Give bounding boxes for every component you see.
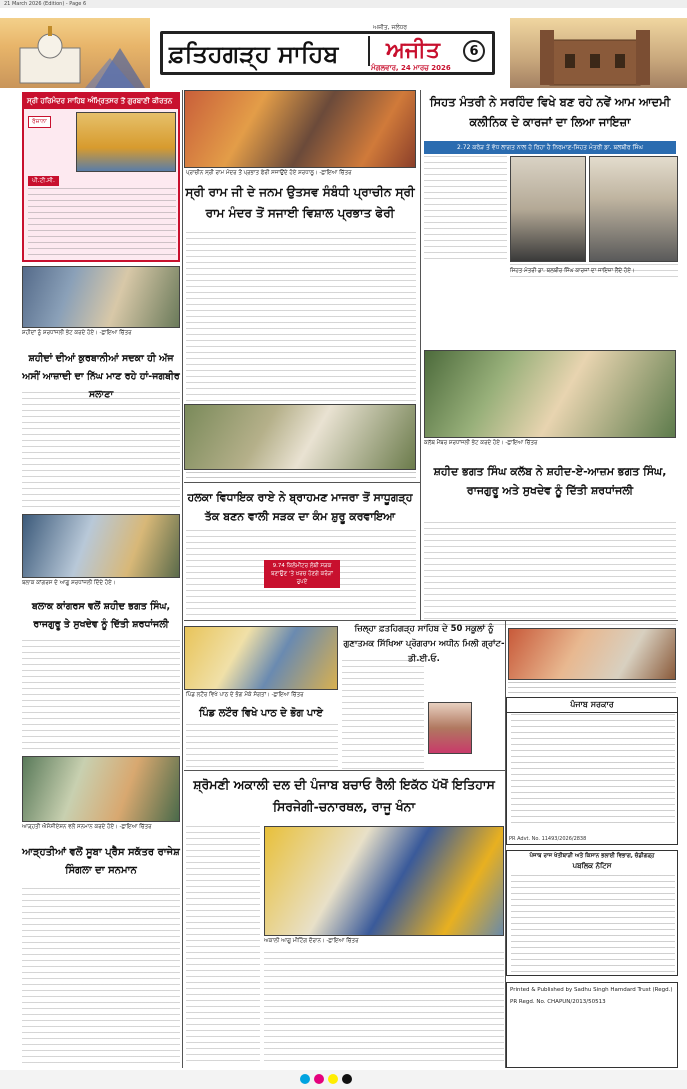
masthead-city: ਫ਼ਤਿਹਗੜ੍ਹ ਸਾਹਿਬ: [169, 39, 339, 68]
masthead: [160, 24, 495, 75]
headline-a8: ਪਿੰਡ ਲਟੌਰ ਵਿਖੇ ਪਾਠ ਦੇ ਭੋਗ ਪਾਏ: [199, 708, 323, 719]
headline-a2: ਸ੍ਰੀ ਰਾਮ ਜੀ ਦੇ ਜਨਮ ਉਤਸਵ ਸੰਬੰਧੀ ਪ੍ਰਾਚੀਨ ਸ੍ਰੀ ਰਾਮ ਮੰਦਰ ਤੋਂ ਸਜਾਈ ਵਿਸ਼ਾਲ ਪ੍ਰਭਾਤ ਫੇਰੀ: [185, 185, 415, 220]
masthead-location: ਅਜੀਤ, ਜਲੰਧਰ: [373, 24, 408, 31]
shraddhanjali-photo: [508, 628, 676, 680]
minister-photo-2: [589, 156, 678, 262]
kicker-a1: 2.72 ਕਰੋੜ ਤੋਂ ਵੱਧ ਲਾਗਤ ਨਾਲ ਹੋ ਰਿਹਾ ਹੈ ਨਿਰਮਾਣ-ਸਿਹਤ ਮੰਤਰੀ ਡਾ. ਬਲਬੀਰ ਸਿੰਘ: [424, 141, 676, 154]
govt-notice-title: ਪੰਜਾਬ ਸਰਕਾਰ: [507, 698, 677, 713]
caption-right-mid: [508, 682, 676, 694]
club-photo: [424, 350, 676, 438]
imprint-reg: PR Regd. No. CHAPUN/2013/50513: [510, 999, 606, 1005]
gurbani-box: [22, 92, 180, 262]
fort-illustration: [510, 18, 687, 88]
caption-4: ਕਲੱਬ ਮੈਂਬਰ ਸ਼ਰਧਾਂਜਲੀ ਭੇਟ ਕਰਦੇ ਹੋਏ। -ਛਾਇਆ ਚਿੱਤਰ: [424, 440, 538, 446]
aadhtiya-photo: [22, 756, 180, 822]
headline-a1: ਸਿਹਤ ਮੰਤਰੀ ਨੇ ਸਰਹਿੰਦ ਵਿਖੇ ਬਣ ਰਹੇ ਨਵੇਂ ਆਮ ਆਦਮੀ ਕਲੀਨਿਕ ਦੇ ਕਾਰਜਾਂ ਦਾ ਲਿਆ ਜਾਇਜ਼ਾ: [429, 95, 671, 129]
caption-8: ਅਕਾਲੀ ਆਗੂ ਮੀਟਿੰਗ ਦੌਰਾਨ। -ਛਾਇਆ ਚਿੱਤਰ: [264, 938, 359, 944]
block-congress-photo: [22, 514, 180, 578]
body-a2: [186, 232, 416, 404]
caption-7: ਆੜ੍ਹਤੀ ਐਸੋਸੀਏਸ਼ਨ ਵਲੋਂ ਸਨਮਾਨ ਕਰਦੇ ਹੋਏ। -ਛਾਇਆ ਚਿੱਤਰ: [22, 824, 152, 830]
page-number: 6: [463, 40, 485, 62]
body-a9: [22, 888, 180, 1068]
headline-a7: ਜ਼ਿਲ੍ਹਾ ਫ਼ਤਹਿਗੜ੍ਹ ਸਾਹਿਬ ਦੇ 50 ਸਕੂਲਾਂ ਨੂੰ ਗੁਣਾਤਮਕ ਸਿੱਖਿਆ ਪ੍ਰੋਗਰਾਮ ਅਧੀਨ ਮਿਲੀ ਗ੍ਰਾਂਟ-ਡੀ.ਈ.ਓ.: [343, 624, 505, 664]
gurbani-box-sub2: ਪੀ.ਟੀ.ਸੀ.: [28, 176, 59, 186]
gurbani-box-sub1: ਰੋਜ਼ਾਨਾ: [28, 116, 51, 128]
headline-a4: ਸ਼ਹੀਦ ਭਗਤ ਸਿੰਘ ਕਲੱਬ ਨੇ ਸ਼ਹੀਦ-ਏ-ਆਜ਼ਮ ਭਗਤ ਸਿੰਘ, ਰਾਜਗੁਰੂ ਅਤੇ ਸੁਖਦੇਵ ਨੂੰ ਦਿੱਤੀ ਸ਼ਰਧਾਂਜਲੀ: [433, 465, 667, 497]
gurbani-box-text: [28, 188, 176, 260]
column-rule: [505, 620, 506, 1068]
headline-a6: ਬਲਾਕ ਕਾਂਗਰਸ ਵਲੋਂ ਸ਼ਹੀਦ ਭਗਤ ਸਿੰਘ, ਰਾਜਗੁਰੂ ਤੇ ਸੁਖਦੇਵ ਨੂੰ ਦਿੱਤੀ ਸ਼ਰਧਾਂਜਲੀ: [31, 601, 171, 630]
headline-a10: ਸ਼੍ਰੋਮਣੀ ਅਕਾਲੀ ਦਲ ਦੀ ਪੰਜਾਬ ਬਚਾਓ ਰੈਲੀ ਇਕੱਠ ਪੱਖੋਂ ਇਤਿਹਾਸ ਸਿਰਜੇਗੀ-ਚਨਾਰਥਲ, ਰਾਜੂ ਖੰਨਾ: [193, 777, 495, 814]
imprint-publisher: Printed & Published by Sadhu Singh Hamdard Trust (Regd.): [510, 987, 673, 993]
caption-3: ਸਿਹਤ ਮੰਤਰੀ ਡਾ. ਬਲਬੀਰ ਸਿੰਘ ਕਾਰਜਾਂ ਦਾ ਜਾਇਜ਼ਾ ਲੈਂਦੇ ਹੋਏ।: [510, 268, 635, 274]
agri-notice-title: ਪਬਲਿਕ ਨੋਟਿਸ: [572, 862, 612, 870]
body-a10-2: [264, 952, 504, 1066]
color-registration-bar: [0, 1070, 687, 1089]
center-group-photo: [184, 404, 416, 470]
agri-notice: [506, 850, 678, 976]
golden-temple-photo: [76, 112, 176, 172]
shaheed-tribute-photo: [22, 266, 180, 328]
prabhat-pheri-photo: [184, 90, 416, 168]
masthead-left-art: [0, 18, 150, 88]
headline-a5: ਹਲਕਾ ਵਿਧਾਇਕ ਰਾਏ ਨੇ ਬ੍ਰਾਹਮਣ ਮਾਜਰਾ ਤੋਂ ਸਾਧੂਗੜ੍ਹ ਤੱਕ ਬਣਨ ਵਾਲੀ ਸੜਕ ਦਾ ਕੰਮ ਸ਼ੁਰੂ ਕਰਵਾਇਆ: [187, 491, 413, 523]
masthead-brand: ਅਜੀਤ: [386, 38, 440, 63]
row-rule: [184, 620, 678, 621]
govt-notice: [506, 697, 678, 845]
masthead-date: ਮੰਗਲਵਾਰ, 24 ਮਾਰਚ 2026: [371, 64, 451, 72]
body-a7: [342, 660, 424, 770]
imprint: [506, 982, 678, 1068]
caption-5: ਪਿੰਡ ਲਟੌਰ ਵਿਖੇ ਪਾਠ ਦੇ ਭੋਗ ਮੌਕੇ ਸੰਗਤਾਂ। -ਛਾਇਆ ਚਿੱਤਰ: [186, 692, 304, 698]
gurbani-box-title: ਸ੍ਰੀ ਹਰਿਮੰਦਰ ਸਾਹਿਬ ਅੰਮ੍ਰਿਤਸਰ ਤੋਂ ਗੁਰਬਾਣੀ ਕੀਰਤਨ: [24, 94, 178, 109]
body-a10: [186, 826, 260, 1066]
caption-center-2: [186, 472, 416, 482]
row-rule: [184, 482, 420, 483]
body-a1: [424, 156, 507, 260]
minister-photo-1: [510, 156, 586, 262]
body-a6: [22, 640, 180, 752]
govt-notice-ad: PR Advt. No. 11493/2026/2838: [509, 836, 587, 842]
body-a8: [186, 724, 338, 770]
body-a4: [424, 522, 676, 626]
row-rule: [184, 770, 506, 771]
headline-a9: ਆੜ੍ਹਤੀਆਂ ਵਲੋਂ ਸੂਬਾ ਪ੍ਰੈੱਸ ਸਕੱਤਰ ਰਾਜੇਸ਼ ਸਿੰਗਲਾ ਦਾ ਸਨਮਾਨ: [22, 847, 180, 876]
lator-paath-photo: [184, 626, 338, 690]
masthead-brand-box: [368, 36, 456, 66]
column-rule: [182, 90, 183, 1068]
akali-meeting-photo: [264, 826, 504, 936]
caption-2: ਸ਼ਹੀਦਾਂ ਨੂੰ ਸ਼ਰਧਾਂਜਲੀ ਭੇਟ ਕਰਦੇ ਹੋਏ। -ਛਾਇਆ ਚਿੱਤਰ: [22, 330, 132, 336]
masthead-right-art: [510, 18, 687, 88]
headline-a3: ਸ਼ਹੀਦਾਂ ਦੀਆਂ ਕੁਰਬਾਨੀਆਂ ਸਦਕਾ ਹੀ ਅੱਜ ਅਸੀਂ ਆਜ਼ਾਦੀ ਦਾ ਨਿੱਘ ਮਾਣ ਰਹੇ ਹਾਂ-ਜਗਬੀਰ ਸਲਾਣਾ: [22, 353, 180, 400]
govt-notice-body: [511, 714, 675, 824]
column-rule: [420, 90, 421, 620]
deo-portrait: [428, 702, 472, 754]
top-strip: 21 March 2026 (Edition) - Page 6: [0, 0, 687, 8]
agri-notice-body: [511, 875, 675, 973]
agri-notice-sub: ਪੰਜਾਬ ਰਾਜ ਖੇਤੀਬਾੜੀ ਅਤੇ ਕਿਸਾਨ ਭਲਾਈ ਵਿਭਾਗ, ਚੰਡੀਗੜ੍ਹ: [529, 853, 655, 859]
body-a3: [22, 392, 180, 510]
caption-1: ਪ੍ਰਾਚੀਨ ਸ੍ਰੀ ਰਾਮ ਮੰਦਰ ਤੋਂ ਪ੍ਰਭਾਤ ਫੇਰੀ ਸਜਾਉਂਦੇ ਹੋਏ ਸ਼ਰਧਾਲੂ। -ਛਾਇਆ ਚਿੱਤਰ: [186, 170, 352, 176]
gurdwara-illustration: [0, 18, 150, 88]
caption-6: ਬਲਾਕ ਕਾਂਗਰਸ ਦੇ ਆਗੂ ਸ਼ਰਧਾਂਜਲੀ ਦਿੰਦੇ ਹੋਏ।: [22, 580, 116, 586]
kicker-a5: 9.74 ਕਿਲੋਮੀਟਰ ਲੰਬੀ ਸੜਕ ਬਣਾਉਣ 'ਤੇ ਖ਼ਰਚ ਹੋਣਗੇ ਕਰੋੜਾਂ ਰੁਪਏ: [264, 560, 340, 588]
